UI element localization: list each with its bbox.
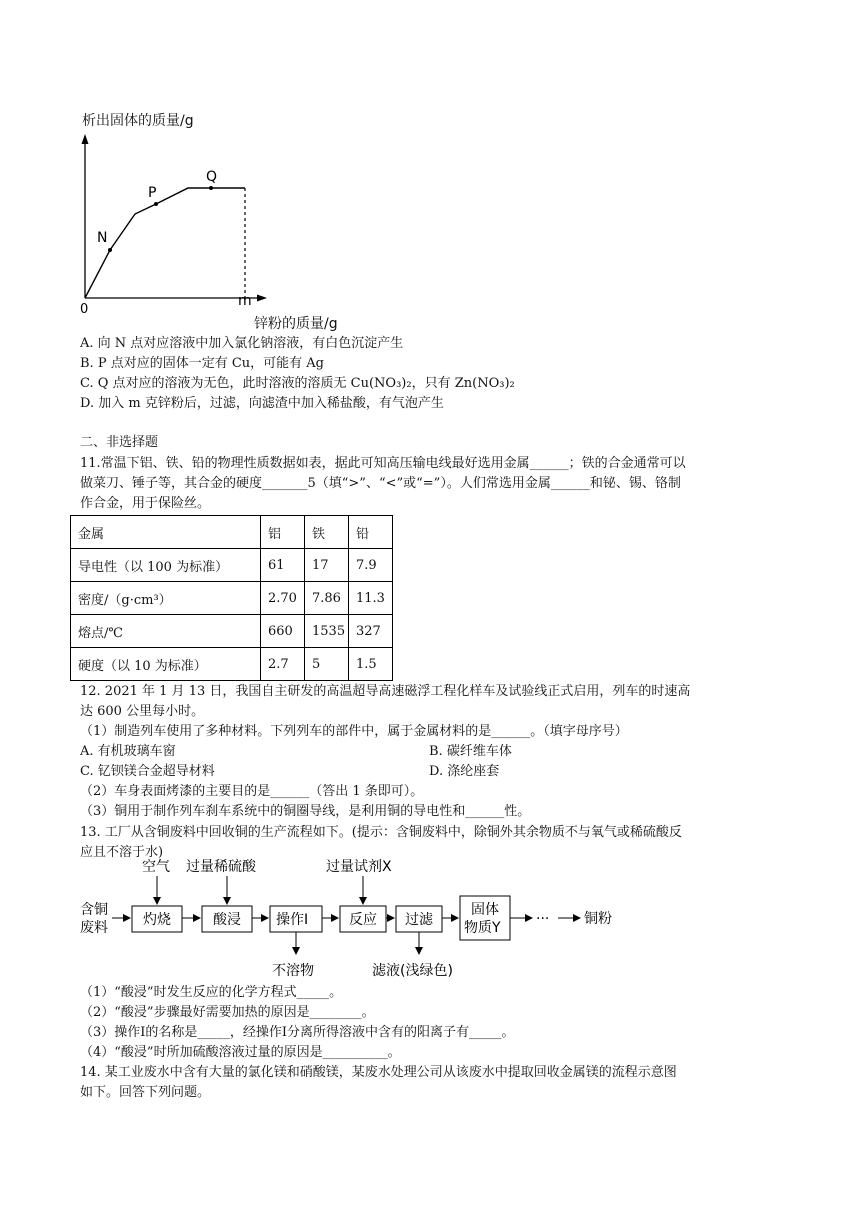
point-n-label: N — [97, 230, 108, 246]
q13-sub-2: （2）“酸浸”步骤最好需要加热的原因是________。 — [80, 1005, 375, 1020]
table-cell: 327 — [349, 615, 393, 648]
q12-option-b: B. 碳纤维车体 — [429, 744, 512, 759]
q12-line-2: 达 600 公里每小时。 — [80, 704, 205, 719]
graph-x-label: 锌粉的质量/g — [254, 316, 338, 332]
point-p — [154, 202, 158, 206]
table-header: 铝 — [261, 516, 305, 549]
table-row — [71, 648, 393, 681]
q10-option-d: D. 加入 m 克锌粉后，过滤，向滤渣中加入稀盐酸，有气泡产生 — [80, 396, 444, 411]
q10-option-b: B. P 点对应的固体一定有 Cu，可能有 Ag — [80, 356, 324, 371]
q11-line-2: 做菜刀、锤子等，其合金的硬度_______5（填“>”、“<”或“=”）。人们常选用金属______和铋、锡、铬制 — [80, 476, 681, 491]
table-cell: 1535 — [305, 615, 349, 648]
box-operation-1-label: 操作Ⅰ — [276, 912, 309, 928]
table-row — [71, 549, 393, 582]
q12-option-c: C. 钇钡镁合金超导材料 — [80, 764, 215, 779]
box-roast-label: 灼烧 — [143, 912, 171, 928]
q11-line-3: 作合金，用于保险丝。 — [80, 496, 211, 511]
q14-line-2: 如下。回答下列问题。 — [80, 1085, 211, 1100]
point-p-label: P — [148, 185, 157, 201]
table-cell: 5 — [305, 648, 349, 681]
input-label-1: 含铜 — [80, 902, 108, 918]
table-cell: 熔点/℃ — [71, 615, 261, 648]
box-reaction-label: 反应 — [349, 912, 377, 928]
point-q — [209, 186, 213, 190]
table-cell: 硬度（以 10 为标准） — [71, 648, 261, 681]
q12-option-a: A. 有机玻璃车窗 — [80, 744, 176, 759]
q12-sub-2: （2）车身表面烤漆的主要目的是______（答出 1 条即可）。 — [80, 784, 424, 799]
table-header: 金属 — [71, 516, 261, 549]
q13-sub-3: （3）操作Ⅰ的名称是_____，经操作Ⅰ分离所得溶液中含有的阳离子有_____。 — [80, 1025, 515, 1040]
curve — [85, 188, 245, 298]
q12-line-3: （1）制造列车使用了多种材料。下列列车的部件中，属于金属材料的是______。（填字母序号） — [80, 724, 628, 739]
flow-ellipsis: ··· — [536, 911, 550, 927]
metal-properties-table — [70, 515, 393, 681]
table-row — [71, 615, 393, 648]
y-axis-arrow-icon — [82, 134, 89, 144]
box-solid-y-label-1: 固体 — [471, 902, 499, 918]
table-row — [71, 582, 393, 615]
table-cell: 导电性（以 100 为标准） — [71, 549, 261, 582]
table-header: 铅 — [349, 516, 393, 549]
input-label-2: 废料 — [80, 920, 108, 936]
point-q-label: Q — [206, 169, 218, 185]
table-cell: 11.3 — [349, 582, 393, 615]
table-header: 铁 — [305, 516, 349, 549]
box-solid-y-label-2: 物质Y — [464, 920, 501, 936]
q11-line-1: 11.常温下铝、铁、铅的物理性质数据如表，据此可知高压输电线最好选用金属______；铁的合金通常可以 — [80, 456, 686, 471]
x-mark-label: m — [238, 293, 252, 309]
box-acid-leach-label: 酸浸 — [213, 912, 241, 928]
bottom-label-insoluble: 不溶物 — [272, 963, 314, 979]
table-cell: 1.5 — [349, 648, 393, 681]
output-label: 铜粉 — [584, 911, 612, 927]
bottom-label-filtrate: 滤液(浅绿色) — [372, 963, 453, 979]
x-axis-arrow-icon — [257, 295, 267, 302]
q13-line-2: 应且不溶于水) — [80, 845, 164, 860]
table-cell: 密度/（g·cm³） — [71, 582, 261, 615]
table-header-row — [71, 516, 393, 549]
top-label-acid: 过量稀硫酸 — [186, 859, 256, 875]
q10-option-a: A. 向 N 点对应溶液中加入氯化钠溶液，有白色沉淀产生 — [80, 336, 404, 351]
graph-y-label: 析出固体的质量/g — [82, 113, 194, 129]
table-cell: 61 — [261, 549, 305, 582]
top-label-air: 空气 — [142, 859, 170, 875]
q10-option-c: C. Q 点对应的溶液为无色，此时溶液的溶质无 Cu(NO₃)₂，只有 Zn(NO₃)₂ — [80, 376, 515, 391]
copper-recovery-flowchart — [76, 852, 636, 984]
q13-line-1: 13. 工厂从含铜废料中回收铜的生产流程如下。(提示：含铜废料中，除铜外其余物质不与氧气或稀硫酸反 — [80, 825, 682, 840]
q14-line-1: 14. 某工业废水中含有大量的氯化镁和硝酸镁，某废水处理公司从该废水中提取回收金属镁的流程示意图 — [80, 1065, 677, 1080]
table-cell: 7.86 — [305, 582, 349, 615]
table-cell: 660 — [261, 615, 305, 648]
table-cell: 2.7 — [261, 648, 305, 681]
box-filter-label: 过滤 — [405, 912, 433, 928]
q13-sub-4: （4）“酸浸”时所加硫酸溶液过量的原因是__________。 — [80, 1045, 401, 1060]
zinc-mass-graph — [70, 128, 270, 328]
table-cell: 7.9 — [349, 549, 393, 582]
origin-label: 0 — [80, 302, 89, 317]
section-title: 二、非选择题 — [80, 435, 159, 450]
table-cell: 17 — [305, 549, 349, 582]
q13-sub-1: （1）“酸浸”时发生反应的化学方程式_____。 — [80, 985, 343, 1000]
q12-option-d: D. 涤纶座套 — [429, 764, 500, 779]
q12-sub-3: （3）铜用于制作列车刹车系统中的铜圈导线，是利用铜的导电性和______性。 — [80, 804, 531, 819]
q12-line-1: 12. 2021 年 1 月 13 日，我国自主研发的高温超导高速磁浮工程化样车及试验线正式启用，列车的时速高 — [80, 684, 691, 699]
top-label-reagent-x: 过量试剂X — [326, 859, 392, 875]
table-cell: 2.70 — [261, 582, 305, 615]
point-n — [108, 248, 112, 252]
